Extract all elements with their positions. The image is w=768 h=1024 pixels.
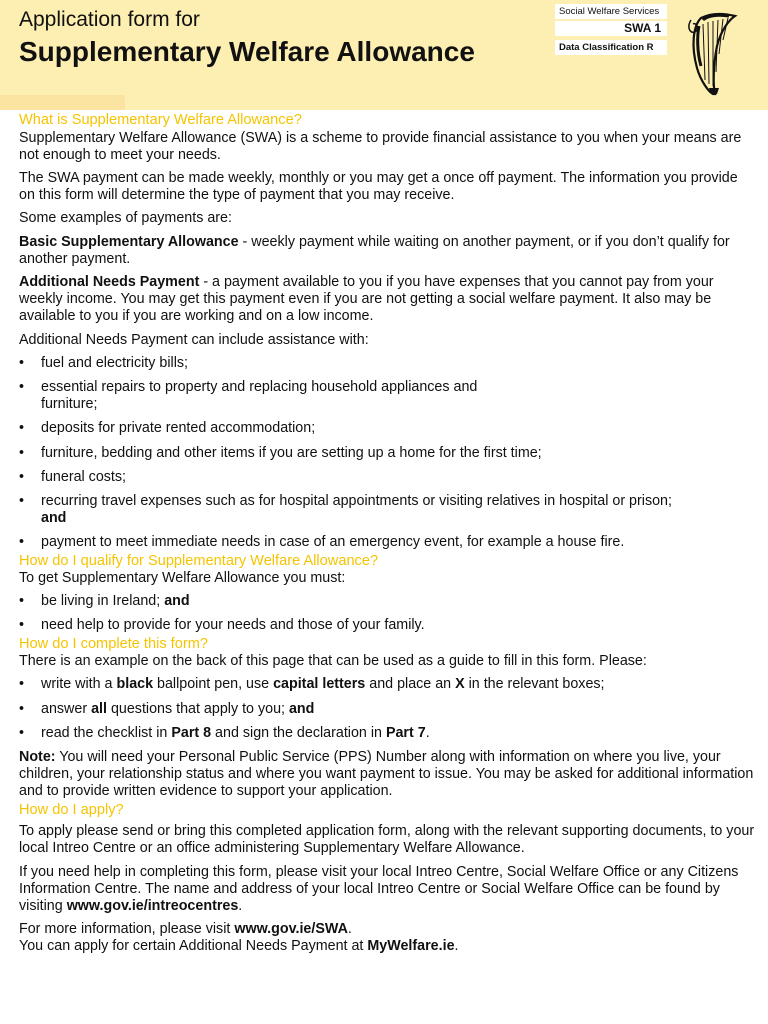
list-item xyxy=(19,469,755,486)
emphasis: Part 7 xyxy=(385,724,426,741)
bullet: • xyxy=(19,468,25,485)
form-code: SWA 1 xyxy=(555,21,667,36)
list-item-text: be living in Ireland; xyxy=(41,593,165,610)
list-item-text: funeral costs; xyxy=(41,468,127,485)
document-body xyxy=(19,112,755,956)
bullet: • xyxy=(19,593,25,610)
and-label: and xyxy=(41,510,67,527)
bullet: • xyxy=(19,534,25,551)
text-run: . xyxy=(454,938,459,955)
bullet: • xyxy=(19,724,25,741)
note-paragraph xyxy=(19,749,755,801)
note-text: You will need your Personal Public Service (PPS) Number along with information on where you live, your children, your relationship status and where you want payment to issue. You may be asked for additional information and to provide written evidence to support your application. xyxy=(19,748,754,800)
list-item-text: recurring travel expenses such as for hospital appointments or visiting relatives in hospital or prison; xyxy=(41,492,672,509)
emphasis: Part 8 xyxy=(171,724,212,741)
list-item xyxy=(19,445,755,462)
section-heading-what: What is Supplementary Welfare Allowance? xyxy=(19,112,302,128)
paragraph: Some examples of payments are: xyxy=(19,210,232,227)
additional-needs-label: Additional Needs Payment xyxy=(19,273,200,290)
text-run: . xyxy=(425,724,430,741)
list-item xyxy=(19,676,755,693)
bullet: • xyxy=(19,378,25,395)
note-label: Note: xyxy=(19,748,56,765)
basic-allowance-paragraph xyxy=(19,234,755,268)
list-item-text: deposits for private rented accommodation; xyxy=(41,420,316,437)
bullet: • xyxy=(19,420,25,437)
text-run: For more information, please visit xyxy=(19,921,235,938)
text-run: and sign the declaration in xyxy=(211,724,386,741)
instructions-list xyxy=(19,676,755,742)
bullet: • xyxy=(19,444,25,461)
additional-needs-paragraph xyxy=(19,274,755,326)
and-label: and xyxy=(164,593,190,610)
section-heading-complete: How do I complete this form? xyxy=(19,635,208,652)
text-run: write with a xyxy=(41,676,117,693)
bullet: • xyxy=(19,700,25,717)
services-label: Social Welfare Services xyxy=(555,4,667,19)
list-item-text: need help to provide for your needs and those of your family. xyxy=(41,617,425,634)
header-accent-strip xyxy=(0,95,125,110)
text-run: answer xyxy=(41,700,92,717)
text-run: . xyxy=(238,897,243,914)
text-run: You can apply for certain Additional Needs Payment at xyxy=(19,938,368,955)
list-item-text: fuel and electricity bills; xyxy=(41,354,189,371)
form-reference-box xyxy=(555,4,667,57)
paragraph: Additional Needs Payment can include assistance with: xyxy=(19,331,369,348)
section-heading-qualify: How do I qualify for Supplementary Welfare Allowance? xyxy=(19,552,379,569)
bullet: • xyxy=(19,617,25,634)
list-item xyxy=(19,701,755,718)
emphasis: all xyxy=(91,700,107,717)
list-item xyxy=(19,493,755,527)
bullet: • xyxy=(19,676,25,693)
list-item-text: payment to meet immediate needs in case of an emergency event, for example a house fire. xyxy=(41,534,625,551)
text-run: and place an xyxy=(365,676,456,693)
list-item-text: furniture, bedding and other items if you are setting up a home for the first time; xyxy=(41,444,542,461)
text-run: . xyxy=(347,921,352,938)
bullet: • xyxy=(19,492,25,509)
list-item xyxy=(19,355,755,372)
text-run: ballpoint pen, use xyxy=(153,676,274,693)
text-run: in the relevant boxes; xyxy=(464,676,605,693)
data-classification: Data Classification R xyxy=(555,40,667,55)
mywelfare-paragraph xyxy=(19,938,755,955)
basic-allowance-label: Basic Supplementary Allowance xyxy=(19,233,239,250)
list-item xyxy=(19,420,755,437)
text-run: read the checklist in xyxy=(41,724,172,741)
more-info-paragraph xyxy=(19,921,755,938)
qualify-list xyxy=(19,593,755,634)
assistance-list xyxy=(19,355,755,552)
list-item xyxy=(19,534,755,551)
form-title-line1: Application form for xyxy=(19,8,200,31)
paragraph: To apply please send or bring this completed application form, along with the relevant supporting documents, to your local Intreo Centre or an office administering Supplementary Welfare Allowance. xyxy=(19,823,755,857)
paragraph: To get Supplementary Welfare Allowance you must: xyxy=(19,570,346,587)
list-item xyxy=(19,593,755,610)
emphasis: capital letters xyxy=(273,676,366,693)
header-band xyxy=(0,0,768,110)
additional-needs-text: - a payment available to you if you have expenses that you cannot pay from your weekly income. You may get this payment even if you are not getting a social welfare payment. It also may be available to you if you are working and on a low income. xyxy=(19,273,714,325)
emphasis: black xyxy=(116,676,154,693)
form-title: Supplementary Welfare Allowance xyxy=(19,36,475,67)
paragraph: The SWA payment can be made weekly, monthly or you may get a once off payment. The information you provide on this form will determine the type of payment that you may receive. xyxy=(19,169,738,204)
text-run: If you need help in completing this form, please visit your local Intreo Centre, Social Welfare Office or any Citizens Information Centre. The name and address of your local Intreo Centre or Social Welfare Office can be found by visiting xyxy=(19,863,739,914)
list-item-text: essential repairs to property and replacing household appliances and furniture; xyxy=(41,378,478,413)
help-paragraph xyxy=(19,864,755,916)
list-item xyxy=(19,379,755,413)
emphasis: X xyxy=(455,676,465,693)
text-run: questions that apply to you; xyxy=(106,700,289,717)
list-item xyxy=(19,617,755,634)
list-item xyxy=(19,725,755,742)
mywelfare-link[interactable]: MyWelfare.ie xyxy=(367,938,455,955)
bullet: • xyxy=(19,354,25,371)
section-heading-apply: How do I apply? xyxy=(19,801,124,818)
emphasis: and xyxy=(288,700,315,717)
paragraph: There is an example on the back of this page that can be used as a guide to fill in this form. Please: xyxy=(19,653,647,670)
paragraph: Supplementary Welfare Allowance (SWA) is a scheme to provide financial assistance to you when your means are not enough to meet your needs. xyxy=(19,129,742,163)
basic-allowance-text: - weekly payment while waiting on another payment, or if you don’t qualify for another payment. xyxy=(19,233,730,267)
intreo-centres-link[interactable]: www.gov.ie/intreocentres xyxy=(66,897,239,914)
harp-icon xyxy=(683,6,741,96)
swa-link[interactable]: www.gov.ie/SWA xyxy=(234,921,348,938)
